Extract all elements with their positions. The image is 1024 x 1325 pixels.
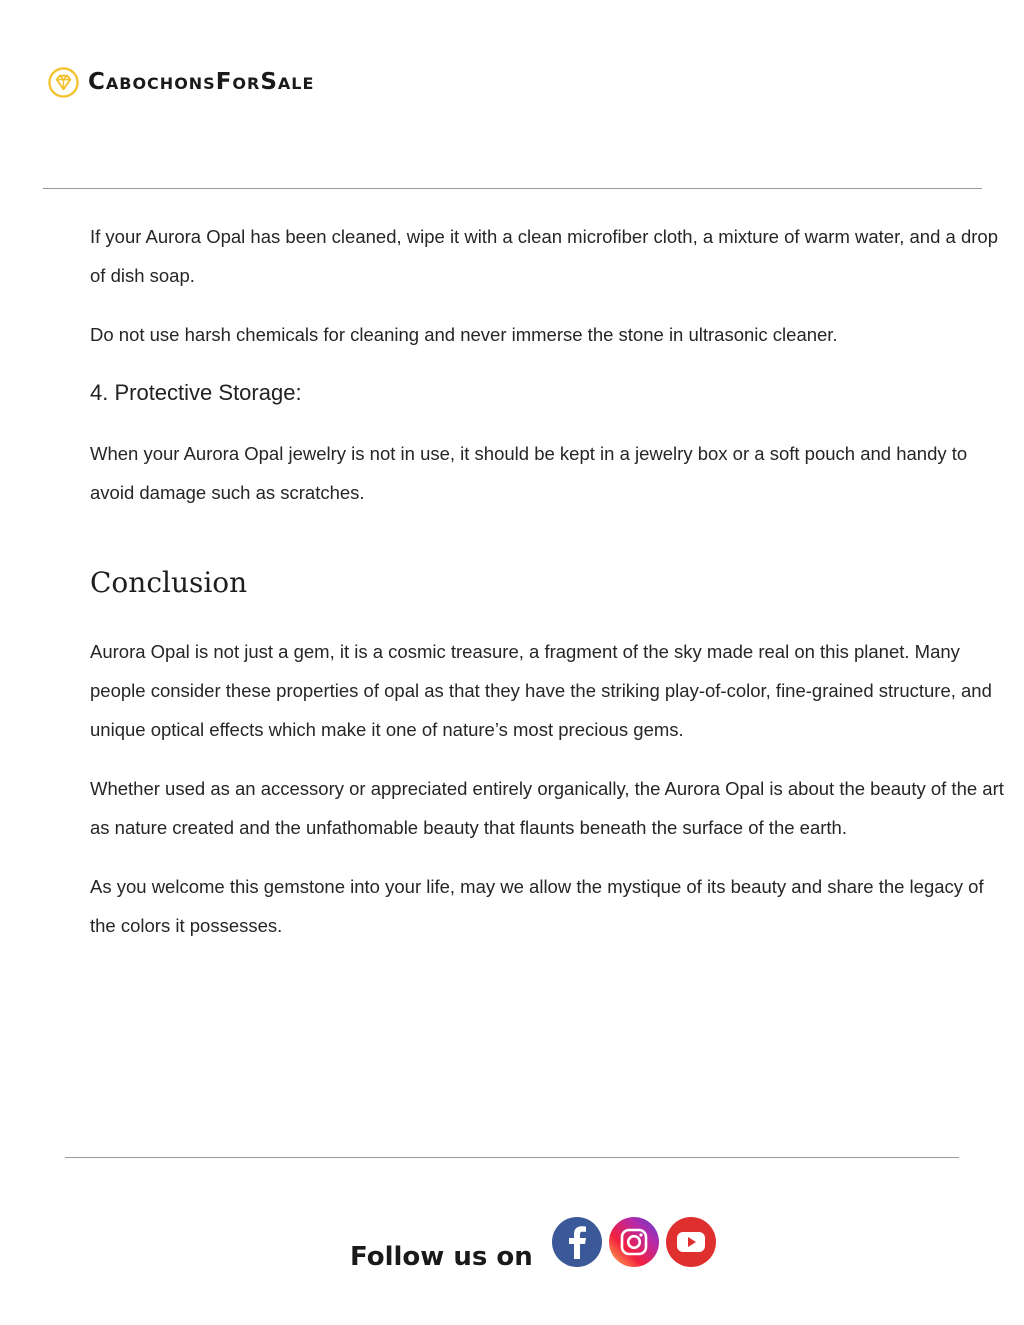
footer-divider — [65, 1157, 959, 1158]
diamond-ring-icon — [48, 67, 79, 98]
cleaning-warning-paragraph: Do not use harsh chemicals for cleaning and never immerse the stone in ultrasonic cleaner. — [90, 324, 838, 345]
brand-name: CabochonsForSale — [88, 68, 315, 95]
social-links — [551, 1216, 722, 1268]
follow-label: Follow us on — [350, 1242, 533, 1272]
storage-heading: 4. Protective Storage: — [90, 380, 302, 405]
facebook-icon[interactable] — [551, 1216, 603, 1268]
brand-logo[interactable] — [48, 64, 314, 100]
youtube-icon[interactable] — [665, 1216, 717, 1268]
conclusion-paragraph: Aurora Opal is not just a gem, it is a cosmic treasure, a fragment of the sky made real on this planet. Many people consider these properties of opal as that they have the striking play-of-color, fine-grained structure, and unique optical effects which make it one of nature’s most precious gems. — [90, 641, 992, 740]
header-divider — [43, 188, 982, 189]
conclusion-heading: Conclusion — [90, 566, 248, 599]
cleaning-paragraph: If your Aurora Opal has been cleaned, wipe it with a clean microfiber cloth, a mixture of warm water, and a drop of dish soap. — [90, 226, 998, 286]
conclusion-paragraph: Whether used as an accessory or appreciated entirely organically, the Aurora Opal is about the beauty of the art as nature created and the unfathomable beauty that flaunts beneath the surface of the earth. — [90, 778, 1004, 838]
article-body — [90, 217, 1005, 945]
social-follow — [350, 1216, 722, 1276]
conclusion-paragraph: As you welcome this gemstone into your life, may we allow the mystique of its beauty and share the legacy of the colors it possesses. — [90, 876, 984, 936]
storage-paragraph: When your Aurora Opal jewelry is not in use, it should be kept in a jewelry box or a soft pouch and handy to avoid damage such as scratches. — [90, 443, 968, 503]
instagram-icon[interactable] — [608, 1216, 660, 1268]
